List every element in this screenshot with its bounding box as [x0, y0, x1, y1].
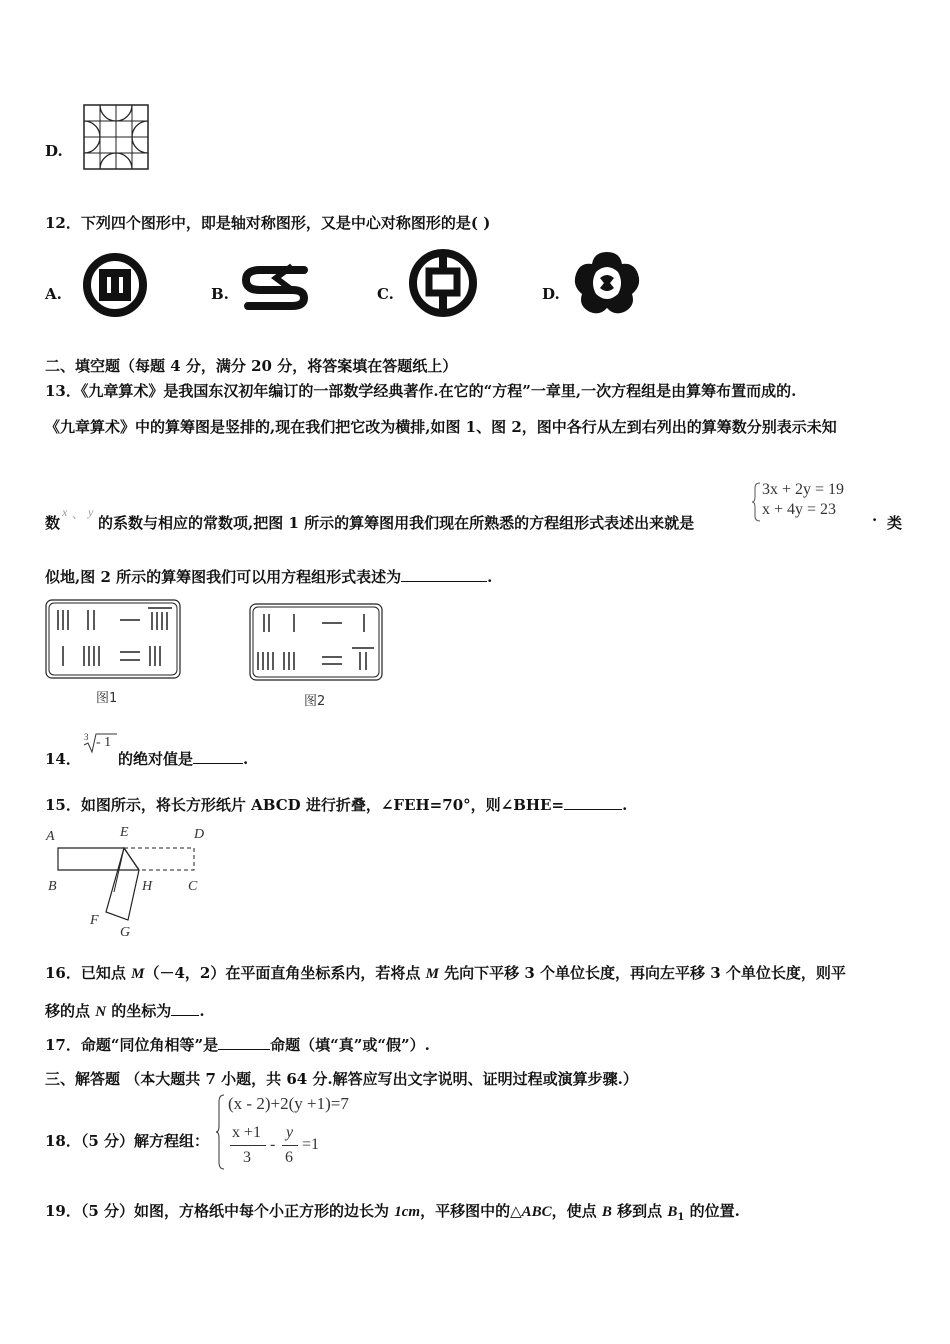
q16-line1-a: 16．已知点 — [45, 964, 132, 982]
q14-radicand: - 1 — [96, 735, 112, 750]
q12-option-a-label: A. — [45, 285, 62, 303]
q15-point-d: D — [194, 827, 205, 842]
q18-frac2-den: 6 — [285, 1149, 293, 1166]
q18-eq1: (x - 2)+2(y +1)=7 — [228, 1094, 349, 1113]
q14-text — [118, 748, 248, 769]
q13-var-sep: 、 — [72, 507, 85, 521]
q12-option-c-label: C. — [377, 285, 394, 303]
section2-heading: 二、填空题（每题 4 分，满分 20 分，将答案填在答题纸上） — [45, 357, 458, 375]
q19-text-a: 19．（5 分）如图，方格纸中每个小正方形的边长为 — [45, 1202, 395, 1220]
q15-point-h: H — [142, 879, 153, 894]
q15-answer-blank[interactable] — [564, 795, 622, 810]
q16-line2-a: 移的点 — [45, 1002, 96, 1020]
q17-text-a: 17．命题“同位角相等”是 — [45, 1036, 219, 1054]
q11-option-d-figure — [82, 103, 150, 171]
q16-line1-b: （－4，2）在平面直角坐标系内，若将点 — [144, 964, 426, 982]
q13-fig2-label: 图2 — [304, 694, 326, 709]
q18-frac1-den: 3 — [243, 1149, 251, 1166]
q19-text-b: ，平移图中的△ — [420, 1202, 522, 1220]
q14-text-main: 的绝对值是 — [118, 750, 194, 768]
q19-point-b1: B — [667, 1204, 678, 1220]
q13-line4-text: 似地,图 2 所示的算筹图我们可以用方程组形式表述为 — [45, 568, 402, 586]
q14-end: . — [243, 750, 249, 768]
q17-text-b: 命题（填“真”或“假”）. — [270, 1036, 430, 1054]
q19-text-c: ，使点 — [551, 1202, 602, 1220]
q13-figure2 — [248, 602, 384, 682]
q15-point-e: E — [120, 825, 129, 840]
q16-point-m-2: M — [425, 966, 439, 982]
q13-eq2: x + 4y = 23 — [762, 501, 837, 518]
q18-frac2-bar — [282, 1145, 298, 1146]
q11-option-d-label: D. — [45, 142, 63, 160]
q13-line3-mid: 的系数与相应的常数项,把图 1 所示的算筹图用我们现在所熟悉的方程组形式表述出来就是 — [98, 514, 695, 532]
q13-figure1 — [44, 598, 182, 680]
q18-frac1-num: x +1 — [232, 1124, 262, 1141]
q18-eq2 — [228, 1124, 338, 1170]
q19-point-b1-sub: 1 — [677, 1212, 685, 1223]
q16-line2-b: 的坐标为 — [106, 1002, 172, 1020]
q19-text-d: 移到点 — [611, 1202, 668, 1220]
q18-eq2-rhs: =1 — [302, 1136, 320, 1153]
q18-minus: - — [270, 1136, 276, 1153]
q14-answer-blank[interactable] — [193, 749, 243, 764]
q15-point-b: B — [48, 879, 57, 894]
q18-frac1-bar — [230, 1145, 266, 1146]
q17-text — [45, 1034, 430, 1055]
q15-figure — [44, 822, 214, 940]
q19-text — [45, 1200, 740, 1223]
bank-of-china-logo-icon — [408, 248, 478, 318]
q16-line1-c: 先向下平移 3 个单位长度，再向左平移 3 个单位长度，则平 — [438, 964, 846, 982]
q12-stem: 12．下列四个图形中，即是轴对称图形，又是中心对称图形的是( ) — [45, 214, 491, 232]
q16-point-n: N — [95, 1004, 107, 1020]
q15-end: . — [622, 796, 628, 814]
q13-system-brace — [752, 482, 762, 522]
q18-system-brace — [216, 1094, 226, 1170]
q19-triangle: ABC — [521, 1204, 552, 1220]
q13-line3-dot: . — [872, 507, 878, 525]
q15-text-main: 15．如图所示，将长方形纸片 ABCD 进行折叠，∠FEH=70°，则∠BHE= — [45, 796, 565, 814]
q16-line2 — [45, 1000, 205, 1021]
q16-answer-blank[interactable] — [171, 1001, 199, 1016]
q13-eq1: 3x + 2y = 19 — [762, 481, 845, 498]
q13-var-y: y — [88, 505, 94, 519]
q16-line1 — [45, 962, 846, 983]
q13-answer-blank[interactable] — [401, 567, 487, 582]
bank-logo-agricultural-icon — [82, 252, 148, 318]
q19-point-b: B — [601, 1204, 612, 1220]
q12-option-b-label: B. — [211, 285, 229, 303]
q15-text — [45, 794, 627, 815]
q17-answer-blank[interactable] — [218, 1035, 270, 1050]
q13-var-x: x — [62, 505, 68, 519]
q12-option-d-label: D. — [542, 285, 560, 303]
section3-heading: 三、解答题 （本大题共 7 小题，共 64 分.解答应写出文字说明、证明过程或演算步骤.） — [45, 1070, 638, 1088]
q18-text: 18．（5 分）解方程组： — [45, 1132, 210, 1150]
q13-line3-prefix: 数 — [45, 514, 61, 532]
q13-line2: 《九章算术》中的算筹图是竖排的,现在我们把它改为横排,如图 1、图 2，图中各行从左到右列出的算筹数分别表示未知 — [45, 418, 837, 436]
q15-point-g: G — [120, 925, 131, 940]
q14-root-index: 3 — [84, 732, 89, 742]
q13-line4 — [45, 566, 492, 587]
q13-line3-suffix: 类 — [887, 514, 903, 532]
q19-text-e: 的位置. — [684, 1202, 740, 1220]
q14-number: 14． — [45, 750, 81, 768]
flower-logo-icon — [572, 248, 642, 318]
q15-point-c: C — [188, 879, 198, 894]
q16-point-m: M — [131, 966, 145, 982]
q13-line4-end: . — [487, 568, 493, 586]
swirl-s-logo-icon — [240, 262, 312, 314]
q18-frac2-num: y — [286, 1124, 294, 1141]
q19-unit: 1cm — [394, 1204, 421, 1220]
q13-fig1-label: 图1 — [96, 691, 118, 706]
q13-line1: 13．《九章算术》是我国东汉初年编订的一部数学经典著作.在它的“方程”一章里,一次方程组是由算筹布置而成的. — [45, 382, 797, 400]
q15-point-a: A — [46, 829, 55, 844]
q16-line2-end: . — [199, 1002, 205, 1020]
q15-point-f: F — [90, 913, 99, 928]
